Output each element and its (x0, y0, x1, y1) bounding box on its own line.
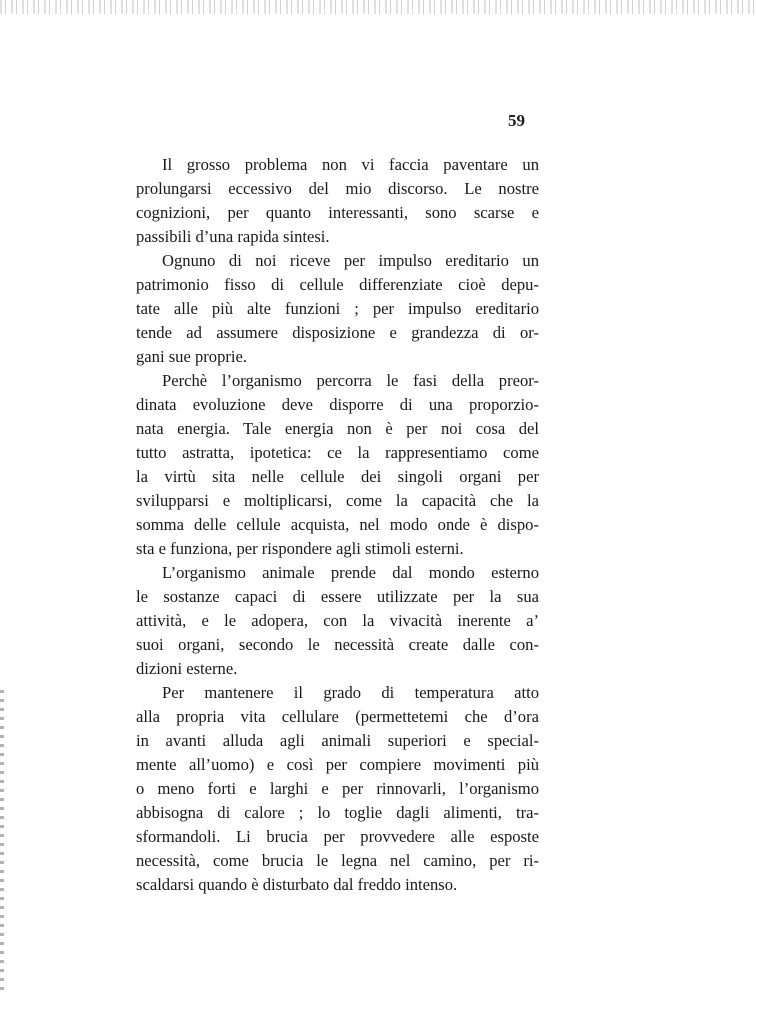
paragraph (136, 153, 539, 249)
text-line: tate alle più alte funzioni ; per impulso ereditario (136, 299, 539, 318)
paragraph (136, 561, 539, 681)
text-line: Ognuno di noi riceve per impulso ereditario un (162, 251, 539, 270)
text-line: tutto astratta, ipotetica: ce la rappresentiamo come (136, 443, 539, 462)
text-line: passibili d’una rapida sintesi. (136, 227, 330, 246)
text-line: L’organismo animale prende dal mondo esterno (162, 563, 539, 582)
text-line: attività, e le adopera, con la vivacità inerente a’ (136, 611, 539, 630)
text-line: patrimonio fisso di cellule differenziate cioè depu- (136, 275, 539, 294)
body-text (136, 153, 539, 897)
scan-binding-edge (0, 690, 4, 990)
text-line: dinata evoluzione deve disporre di una proporzio- (136, 395, 539, 414)
text-line: o meno forti e larghi e per rinnovarli, l’organismo (136, 779, 539, 798)
text-line: mente all’uomo) e così per compiere movimenti più (136, 755, 539, 774)
text-line: le sostanze capaci di essere utilizzate per la sua (136, 587, 539, 606)
text-line: cognizioni, per quanto interessanti, sono scarse e (136, 203, 539, 222)
text-line: abbisogna di calore ; lo toglie dagli alimenti, tra- (136, 803, 539, 822)
paragraph (136, 681, 539, 897)
text-line: dizioni esterne. (136, 659, 238, 678)
paragraph (136, 249, 539, 369)
text-line: nata energia. Tale energia non è per noi cosa del (136, 419, 539, 438)
text-line: Perchè l’organismo percorra le fasi della preor- (162, 371, 539, 390)
text-line: necessità, come brucia le legna nel camino, per ri- (136, 851, 539, 870)
text-line: alla propria vita cellulare (permettetemi che d’ora (136, 707, 539, 726)
text-line: in avanti alluda agli animali superiori e special- (136, 731, 539, 750)
text-line: somma delle cellule acquista, nel modo onde è dispo- (136, 515, 539, 534)
text-line: sformandoli. Li brucia per provvedere alle esposte (136, 827, 539, 846)
text-line: tende ad assumere disposizione e grandezza di or- (136, 323, 539, 342)
text-line: sta e funziona, per rispondere agli stimoli esterni. (136, 539, 464, 558)
text-line: gani sue proprie. (136, 347, 248, 366)
text-line: svilupparsi e moltiplicarsi, come la capacità che la (136, 491, 539, 510)
text-line: la virtù sita nelle cellule dei singoli organi per (136, 467, 539, 486)
paragraph (136, 369, 539, 561)
text-line: prolungarsi eccessivo del mio discorso. Le nostre (136, 179, 539, 198)
text-line: Per mantenere il grado di temperatura atto (162, 683, 539, 702)
page-number: 59 (508, 111, 525, 130)
text-line: scaldarsi quando è disturbato dal freddo intenso. (136, 875, 458, 894)
scan-edge-noise (0, 0, 757, 14)
text-line: Il grosso problema non vi faccia paventare un (162, 155, 539, 174)
text-line: suoi organi, secondo le necessità create dalle con- (136, 635, 539, 654)
